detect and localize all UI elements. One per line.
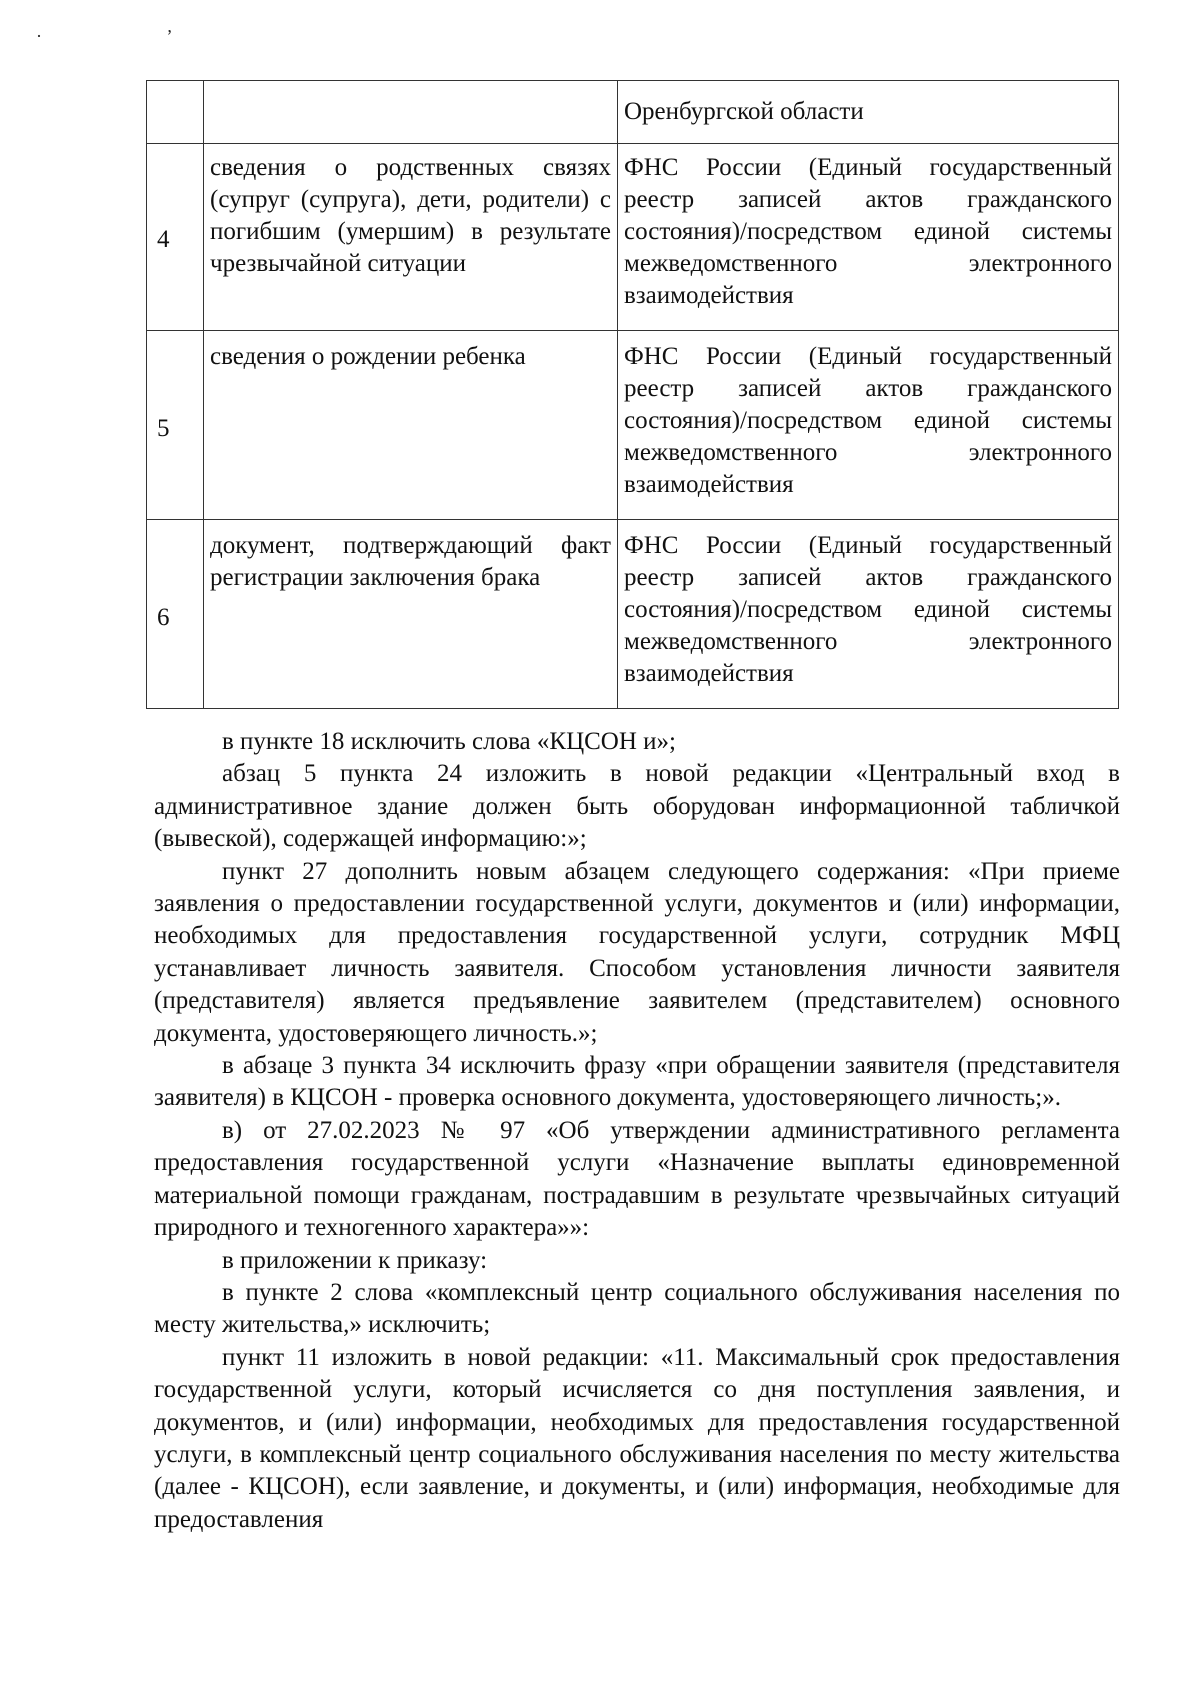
scan-artifact-marks: · ʼ xyxy=(36,26,233,46)
paragraph: в пункте 18 исключить слова «КЦСОН и»; xyxy=(222,728,676,755)
paragraph: в) от 27.02.2023 № 97 «Об утверждении административного регламента предоставления государственной услуги «Назначение выплаты единовременной материальной помощи гражданам, пострадавшим в результате чрезвычайных ситуаций природного и техногенного характера»»: xyxy=(154,1116,1120,1242)
document-name: сведения о родственных связях (супруг (супруга), дети, родители) с погибшим (умершим) в результате чрезвычайной ситуации xyxy=(204,144,618,331)
row-number: 4 xyxy=(147,144,204,331)
authority-name: ФНС России (Единый государственный реестр записей актов гражданского состояния)/посредством единой системы межведомственного электронного взаимодействия xyxy=(618,144,1119,331)
paragraph: в пункте 2 слова «комплексный центр социального обслуживания населения по месту жительства,» исключить; xyxy=(154,1278,1120,1339)
table-row xyxy=(147,81,1119,144)
table-row xyxy=(147,144,1119,331)
document-name: документ, подтверждающий факт регистрации заключения брака xyxy=(204,520,618,709)
paragraph: пункт 11 изложить в новой редакции: «11. Максимальный срок предоставления государственной услуги, который исчисляется со дня поступления заявления, и документов, и (или) информации, необходимых для предоставления государственной услуги, в комплексный центр социального обслуживания населения по месту жительства (далее - КЦСОН), если заявление, и документы, и (или) информация, необходимые для предоставления xyxy=(154,1343,1120,1533)
authority-name: Оренбургской области xyxy=(618,81,1119,144)
paragraph: абзац 5 пункта 24 изложить в новой редакции «Центральный вход в административное здание должен быть оборудован информационной табличкой (вывеской), содержащей информацию:»; xyxy=(154,760,1120,853)
row-number: 6 xyxy=(147,520,204,709)
document-name xyxy=(204,81,618,144)
documents-table xyxy=(146,80,1119,709)
table-row xyxy=(147,520,1119,709)
table-row xyxy=(147,331,1119,520)
document-body xyxy=(154,726,1120,1536)
row-number: 5 xyxy=(147,331,204,520)
paragraph: в абзаце 3 пункта 34 исключить фразу «при обращении заявителя (представителя заявителя) в КЦСОН - проверка основного документа, удостоверяющего личность;». xyxy=(154,1052,1120,1112)
row-number xyxy=(147,81,204,144)
paragraph: в приложении к приказу: xyxy=(222,1246,488,1274)
document-name: сведения о рождении ребенка xyxy=(204,331,618,520)
paragraph: пункт 27 дополнить новым абзацем следующего содержания: «При приеме заявления о предоставлении государственной услуги, документов и (или) информации, необходимых для предоставления государственной услуги, сотрудник МФЦ устанавливает личность заявителя. Способом установления личности заявителя (представителя) является предъявление заявителем (представителем) основного документа, удостоверяющего личность.»; xyxy=(154,857,1120,1047)
authority-name: ФНС России (Единый государственный реестр записей актов гражданского состояния)/посредством единой системы межведомственного электронного взаимодействия xyxy=(618,331,1119,520)
authority-name: ФНС России (Единый государственный реестр записей актов гражданского состояния)/посредством единой системы межведомственного электронного взаимодействия xyxy=(618,520,1119,709)
